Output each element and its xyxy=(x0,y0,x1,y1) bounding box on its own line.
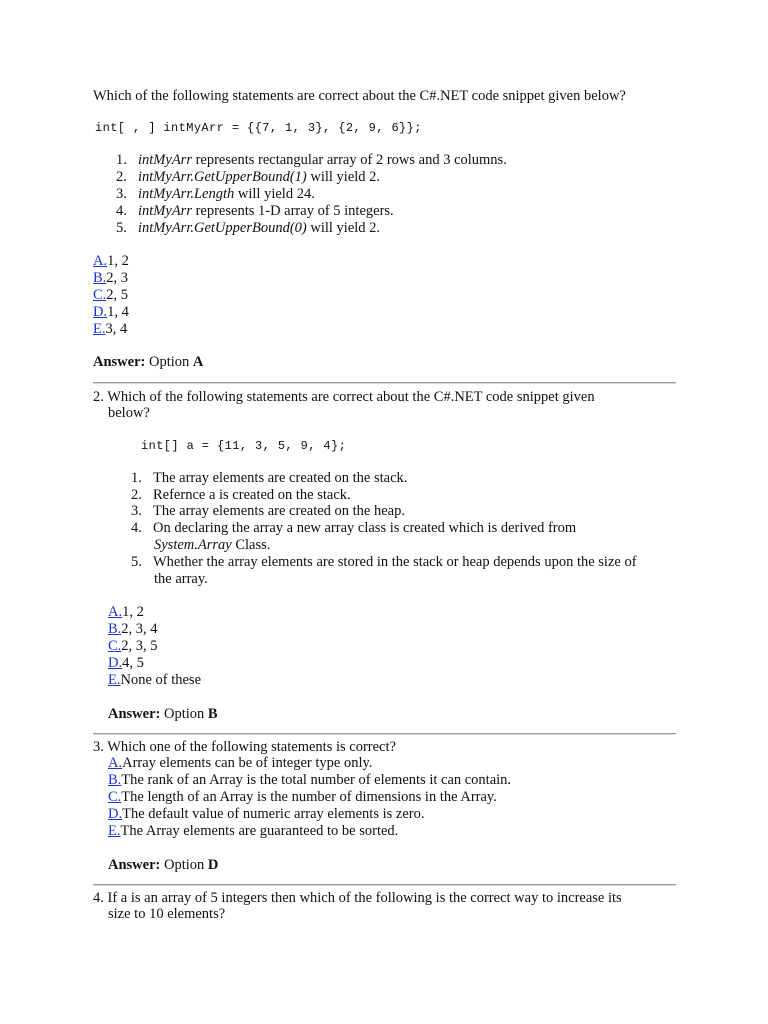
option-text: 2, 3 xyxy=(106,270,129,286)
option-text: 1, 4 xyxy=(107,304,129,320)
q2-option-c xyxy=(108,638,158,655)
option-d-link[interactable]: D. xyxy=(93,304,108,320)
option-text: 2, 3, 5 xyxy=(121,638,158,654)
statement-text: Class. xyxy=(231,537,271,553)
answer-text: Option xyxy=(160,706,208,722)
statement-number: 2. xyxy=(131,487,142,503)
statement-text: represents 1-D array of 5 integers. xyxy=(191,203,394,219)
q1-option-b xyxy=(93,270,128,287)
q3-option-b xyxy=(108,772,511,789)
option-text: 1, 2 xyxy=(107,253,129,269)
statement-text: The array elements are created on the stack. xyxy=(153,470,408,486)
statement-text: represents rectangular array of 2 rows and 3 columns. xyxy=(191,152,507,168)
q1-code-snippet: int[ , ] intMyArr = {{7, 1, 3}, {2, 9, 6}}; xyxy=(95,121,422,135)
option-text: The default value of numeric array elements is zero. xyxy=(122,806,425,822)
q1-statement-2 xyxy=(116,169,380,186)
statement-text: Refernce a is created on the stack. xyxy=(153,487,351,503)
q3-option-c xyxy=(108,789,497,806)
option-e-link[interactable]: E. xyxy=(93,321,106,337)
statement-code-term: System.Array xyxy=(154,537,232,553)
q3-option-d xyxy=(108,806,424,823)
statement-number: 2. xyxy=(116,169,127,185)
q2-option-a xyxy=(108,604,144,621)
divider xyxy=(93,382,676,384)
q1-question: Which of the following statements are correct about the C#.NET code snippet given below? xyxy=(93,88,626,104)
statement-text: On declaring the array a new array class is created which is derived from xyxy=(153,520,577,536)
statement-number: 1. xyxy=(131,470,142,486)
option-text: The Array elements are guaranteed to be sorted. xyxy=(120,823,399,839)
q1-answer xyxy=(93,354,203,371)
q3-option-e xyxy=(108,823,398,840)
q3-option-a xyxy=(108,755,372,772)
answer-label: Answer: xyxy=(93,354,146,370)
statement-number: 5. xyxy=(116,220,127,236)
q1-statement-1 xyxy=(116,152,507,169)
statement-code-term: intMyArr xyxy=(138,203,192,219)
option-text: 2, 3, 4 xyxy=(121,621,158,637)
q2-statement-5-continued: the array. xyxy=(154,571,208,587)
option-d-link[interactable]: D. xyxy=(108,655,123,671)
divider xyxy=(93,733,676,735)
option-text: 1, 2 xyxy=(122,604,144,620)
statement-code-term: intMyArr.GetUpperBound(1) xyxy=(138,169,307,185)
statement-number: 4. xyxy=(131,520,142,536)
divider xyxy=(93,884,676,886)
q3-answer xyxy=(108,857,218,874)
option-b-link[interactable]: B. xyxy=(108,621,122,637)
statement-number: 3. xyxy=(131,503,142,519)
option-d-link[interactable]: D. xyxy=(108,806,123,822)
q1-option-e xyxy=(93,321,127,338)
q2-statement-3 xyxy=(131,503,405,520)
option-a-link[interactable]: A. xyxy=(93,253,108,269)
statement-number: 4. xyxy=(116,203,127,219)
q3-question: 3. Which one of the following statements is correct? xyxy=(93,739,396,755)
q1-statement-3 xyxy=(116,186,315,203)
answer-label: Answer: xyxy=(108,706,161,722)
q4-question-line-1: 4. If a is an array of 5 integers then which of the following is the correct way to increase its xyxy=(93,890,622,906)
q2-statement-2 xyxy=(131,487,351,504)
option-a-link[interactable]: A. xyxy=(108,604,123,620)
answer-value: D xyxy=(207,857,219,873)
option-text: None of these xyxy=(120,672,202,688)
option-text: The rank of an Array is the total number of elements it can contain. xyxy=(121,772,512,788)
answer-text: Option xyxy=(145,354,193,370)
q1-statement-4 xyxy=(116,203,394,220)
q2-statement-4-continued xyxy=(154,537,270,554)
q2-option-b xyxy=(108,621,158,638)
statement-code-term: intMyArr.GetUpperBound(0) xyxy=(138,220,307,236)
statement-text: will yield 2. xyxy=(306,220,381,236)
option-e-link[interactable]: E. xyxy=(108,672,121,688)
answer-text: Option xyxy=(160,857,208,873)
statement-number: 1. xyxy=(116,152,127,168)
q2-question-line-1: 2. Which of the following statements are correct about the C#.NET code snippet given xyxy=(93,389,595,405)
option-e-link[interactable]: E. xyxy=(108,823,121,839)
statement-text: The array elements are created on the heap. xyxy=(153,503,405,519)
statement-number: 5. xyxy=(131,554,142,570)
statement-text: will yield 2. xyxy=(306,169,381,185)
answer-label: Answer: xyxy=(108,857,161,873)
option-text: Array elements can be of integer type only. xyxy=(122,755,373,771)
q2-statement-4 xyxy=(131,520,576,537)
answer-value: A xyxy=(192,354,204,370)
q2-question-line-2: below? xyxy=(108,405,150,421)
option-text: 3, 4 xyxy=(105,321,128,337)
statement-number: 3. xyxy=(116,186,127,202)
q2-option-d xyxy=(108,655,144,672)
option-c-link[interactable]: C. xyxy=(108,638,122,654)
q2-statement-1 xyxy=(131,470,407,487)
q2-option-e xyxy=(108,672,201,689)
q2-code-snippet: int[] a = {11, 3, 5, 9, 4}; xyxy=(141,439,347,453)
q2-answer xyxy=(108,706,218,723)
q1-option-a xyxy=(93,253,129,270)
statement-text: Whether the array elements are stored in the stack or heap depends upon the size of xyxy=(153,554,637,570)
option-text: 4, 5 xyxy=(122,655,144,671)
answer-value: B xyxy=(207,706,218,722)
option-text: The length of an Array is the number of dimensions in the Array. xyxy=(121,789,497,805)
option-b-link[interactable]: B. xyxy=(93,270,107,286)
option-text: 2, 5 xyxy=(106,287,129,303)
option-b-link[interactable]: B. xyxy=(108,772,122,788)
option-a-link[interactable]: A. xyxy=(108,755,123,771)
q1-statement-5 xyxy=(116,220,380,237)
q1-option-d xyxy=(93,304,129,321)
statement-code-term: intMyArr xyxy=(138,152,192,168)
q2-statement-5 xyxy=(131,554,637,571)
option-c-link[interactable]: C. xyxy=(93,287,107,303)
statement-text: will yield 24. xyxy=(234,186,315,202)
option-c-link[interactable]: C. xyxy=(108,789,122,805)
q1-option-c xyxy=(93,287,128,304)
statement-code-term: intMyArr.Length xyxy=(138,186,235,202)
q4-question-line-2: size to 10 elements? xyxy=(108,906,226,922)
